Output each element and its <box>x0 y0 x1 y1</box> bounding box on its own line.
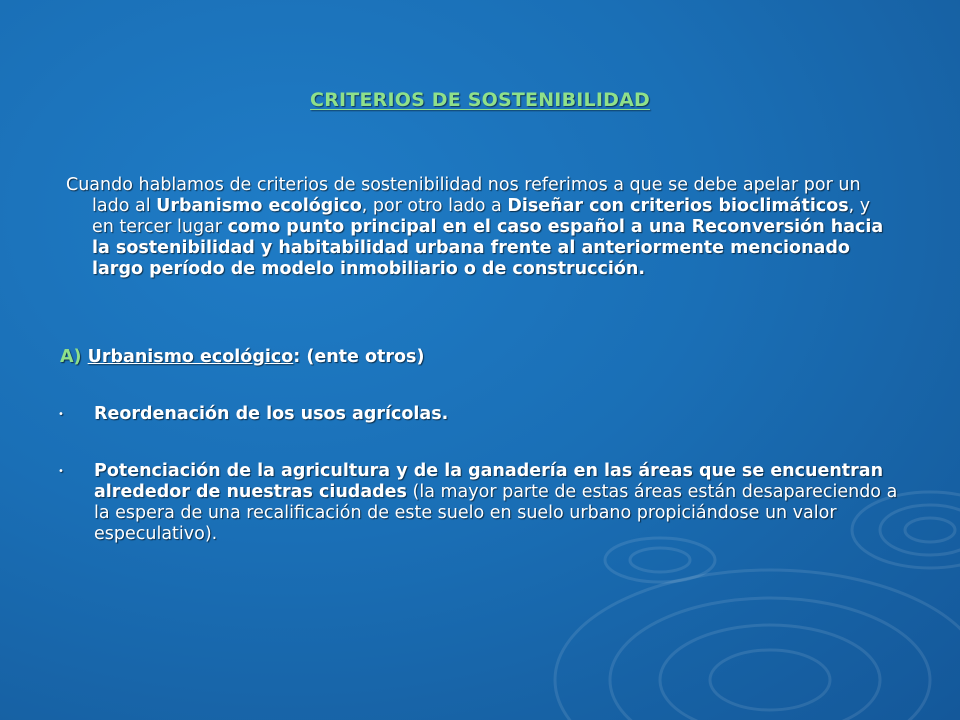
bullet-text <box>94 461 898 545</box>
bullet-bold: Reordenación de los usos agrícolas. <box>94 404 449 424</box>
section-heading-suffix: : (ente otros) <box>293 347 425 367</box>
bullet-item <box>58 404 898 425</box>
bullet-dot-icon: • <box>58 466 64 477</box>
intro-text-3: , y en tercer lugar <box>92 196 871 237</box>
intro-bold-2: Diseñar con criterios bioclimáticos <box>507 196 849 216</box>
bullet-bold: Potenciación de la agricultura y de la ganadería en las áreas que se encuentran alrededor de nuestras ciudades <box>94 461 884 502</box>
intro-text-1: Cuando hablamos de criterios de sostenibilidad nos referimos a que se debe apelar por un lado al <box>66 175 861 216</box>
bullet-text <box>94 404 898 425</box>
section-heading <box>60 347 860 368</box>
bullet-normal: (la mayor parte de estas áreas están desapareciendo a la espera de una recalificación de este suelo en suelo urbano propiciándose un valor especulativo). <box>94 482 898 544</box>
intro-text-2: , por otro lado a <box>361 196 508 216</box>
bullet-dot-icon: • <box>58 409 64 420</box>
section-letter: A) <box>60 347 82 367</box>
intro-bold-1: Urbanismo ecológico <box>156 196 362 216</box>
bullet-item <box>58 461 898 545</box>
slide-title: CRITERIOS DE SOSTENIBILIDAD <box>310 89 650 111</box>
section-heading-underlined: Urbanismo ecológico <box>87 347 294 367</box>
intro-paragraph <box>66 175 892 280</box>
intro-bold-3: como punto principal en el caso español a una Reconversión hacia la sostenibilidad y habitabilidad urbana frente al anteriormente mencionado largo período de modelo inmobiliario o de construcción. <box>92 217 884 279</box>
